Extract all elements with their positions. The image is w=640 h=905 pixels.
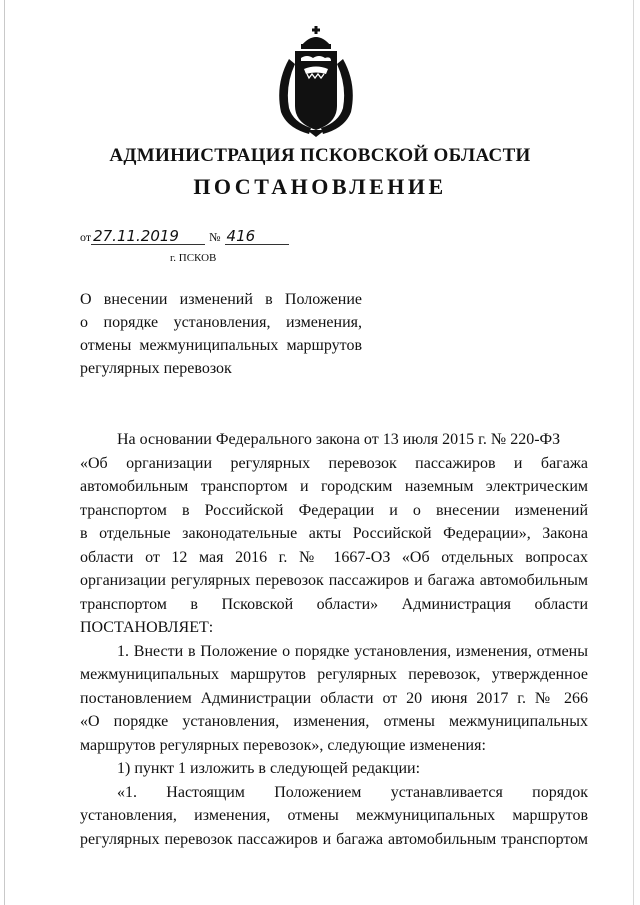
- date-number-line: [80, 228, 289, 245]
- body-line: На основании Федерального закона от 13 июля 2015 г. № 220-ФЗ: [117, 431, 561, 448]
- city-label: г. ПСКОВ: [170, 252, 217, 264]
- body-line: установления, изменения, отмены межмуниципальных маршрутов: [80, 807, 588, 824]
- handwritten-date: 27.11.2019: [91, 228, 205, 245]
- document-type-title: ПОСТАНОВЛЕНИЕ: [193, 174, 447, 199]
- body-line: регулярных перевозок пассажиров и багажа автомобильным транспортом: [80, 830, 588, 848]
- organization-title: АДМИНИСТРАЦИЯ ПСКОВСКОЙ ОБЛАСТИ: [109, 145, 531, 166]
- body-line: в отдельные законодательные акты Российской Федерации», Закона: [80, 525, 588, 542]
- body-line: межмуниципальных маршрутов регулярных перевозок, утвержденное: [80, 666, 588, 683]
- body-line: «1. Настоящим Положением устанавливается порядок: [117, 783, 588, 801]
- body-line: «О порядке установления, изменения, отмены межмуниципальных: [80, 713, 588, 730]
- scan-edge-right: [633, 0, 634, 905]
- body-line: транспортом в Российской Федерации и о внесении изменений: [80, 501, 588, 519]
- number-prefix: №: [209, 230, 221, 244]
- subject-line: О внесении изменений в Положение: [80, 291, 362, 308]
- date-prefix: от: [80, 230, 92, 244]
- body-line: «Об организации регулярных перевозок пассажиров и багажа: [80, 454, 588, 472]
- body-line: ПОСТАНОВЛЯЕТ:: [80, 619, 214, 636]
- document-subject: [80, 288, 362, 380]
- body-line: постановлением Администрации области от 20 июня 2017 г. № 266: [80, 689, 588, 707]
- document-body: [80, 428, 588, 851]
- pskov-coat-of-arms-icon: [271, 24, 361, 138]
- body-line: маршрутов регулярных перевозок», следующие изменения:: [80, 736, 486, 754]
- body-line: 1) пункт 1 изложить в следующей редакции:: [117, 760, 421, 777]
- body-line: 1. Внести в Положение о порядке установления, изменения, отмены: [117, 642, 588, 660]
- subject-line: отмены межмуниципальных маршрутов: [80, 337, 362, 354]
- subject-line: регулярных перевозок: [80, 360, 232, 377]
- handwritten-number: 416: [225, 228, 289, 245]
- body-line: транспортом в Псковской области» Администрация области: [80, 595, 588, 613]
- subject-line: о порядке установления, изменения,: [80, 314, 362, 331]
- body-line: организации регулярных перевозок пассажиров и багажа автомобильным: [80, 572, 588, 589]
- body-line: автомобильным транспортом и городским наземным электрическим: [80, 478, 588, 495]
- body-line: области от 12 мая 2016 г. № 1667-ОЗ «Об отдельных вопросах: [80, 548, 588, 566]
- scan-edge-left: [4, 0, 5, 905]
